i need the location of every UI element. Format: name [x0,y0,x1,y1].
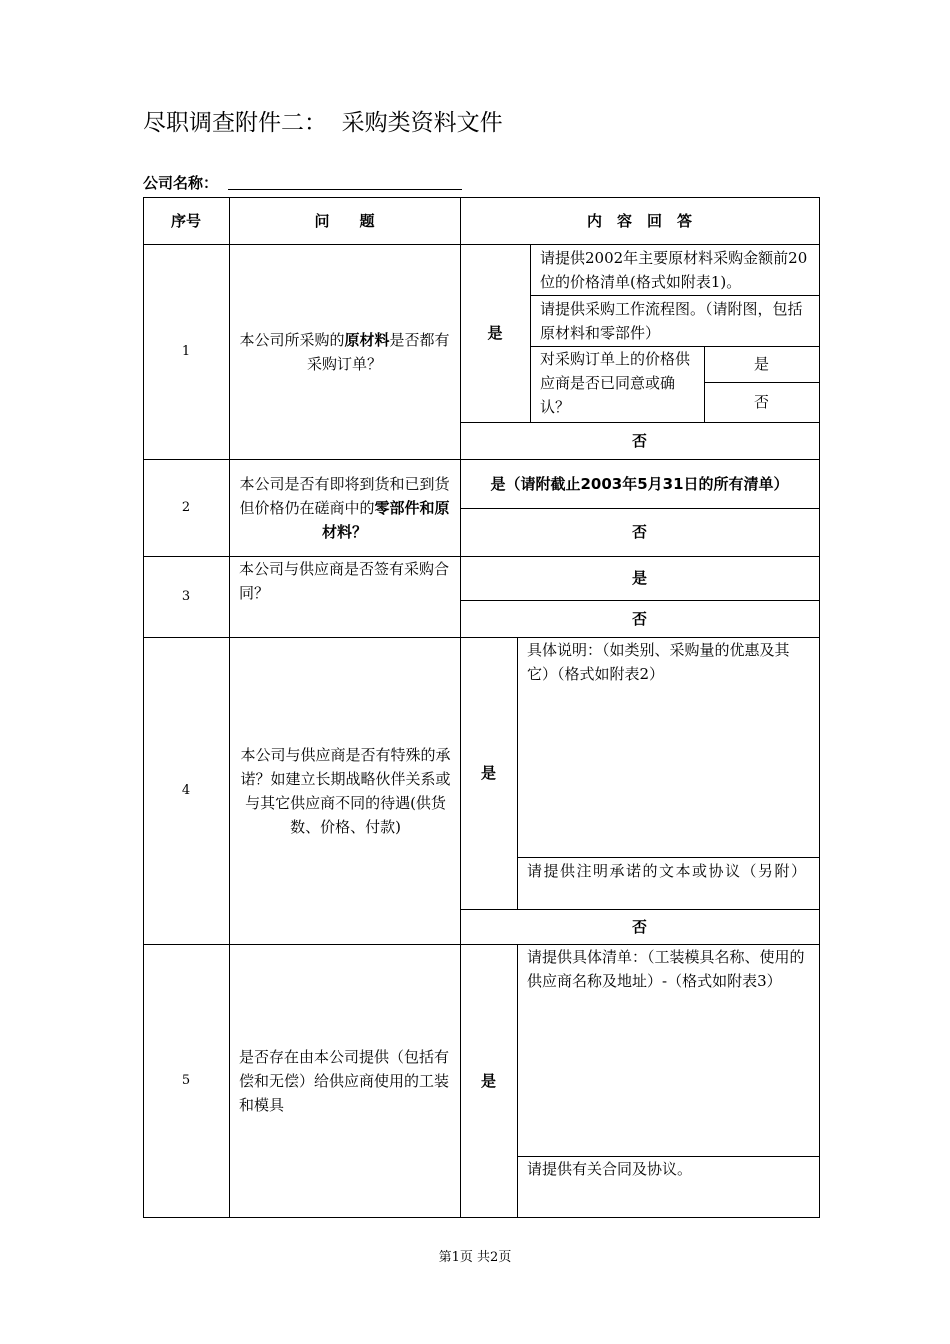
row1-question: 本公司所采购的原材料是否都有采购订单？ [239,330,450,373]
row1-item-price-list: 请提供2002年主要原材料采购金额前20位的价格清单(格式如附表1)。 [540,249,808,291]
row4-number: 4 [181,782,191,798]
row5-yes-label: 是 [480,1071,496,1090]
row3-no-label[interactable]: 否 [631,609,647,628]
row5-question: 是否存在由本公司提供（包括有偿和无偿）给供应商使用的工装和模具 [239,1047,450,1114]
row1-sub-question: 对采购订单上的价格供应商是否已同意或确认？ [540,350,691,416]
row3-question: 本公司与供应商是否签有采购合同？ [239,560,450,602]
page-footer: 第1页 共2页 [438,1250,512,1265]
row2-number: 2 [181,499,191,515]
row5-item-tooling-list[interactable]: 请提供具体清单：（工装模具名称、使用的供应商名称及地址）-（格式如附表3） [527,948,805,990]
header-question: 问 题 [314,211,375,230]
company-name-label: 公司名称： [143,174,219,192]
row3-yes-label[interactable]: 是 [631,569,647,587]
row4-yes-label: 是 [480,764,496,782]
row4-question: 本公司与供应商是否有特殊的承诺？如建立长期战略伙伴关系或与其它供应商不同的待遇(供货数、价格、付款) [240,745,451,836]
row1-sub-yes[interactable]: 是 [753,355,769,373]
row1-number: 1 [181,343,191,359]
page-title: 尽职调查附件二： 采购类资料文件 [143,110,503,136]
row4-item-agreement[interactable]: 请提供注明承诺的文本或协议（另附） [527,862,808,880]
row1-no-label[interactable]: 否 [631,431,647,450]
row2-yes-label[interactable]: 是（请附截止2003年5月31日的所有清单） [490,474,789,493]
row4-item-details[interactable]: 具体说明：（如类别、采购量的优惠及其它）（格式如附表2） [527,641,790,683]
row4-no-label[interactable]: 否 [631,917,647,936]
row1-sub-no[interactable]: 否 [753,393,769,411]
row3-number: 3 [181,588,191,604]
row1-yes-label: 是 [487,324,503,342]
row2-question: 本公司是否有即将到货和已到货但价格仍在磋商中的零部件和原材料？ [239,474,450,541]
header-no: 序号 [170,211,201,230]
row1-item-flowchart: 请提供采购工作流程图。（请附图，包括原材料和零部件） [540,300,803,342]
row5-number: 5 [181,1072,191,1088]
header-answer: 内 容 回 答 [586,211,692,230]
company-name-blank[interactable] [228,189,462,190]
row2-no-label[interactable]: 否 [631,523,647,541]
row5-item-contracts[interactable]: 请提供有关合同及协议。 [527,1160,693,1178]
